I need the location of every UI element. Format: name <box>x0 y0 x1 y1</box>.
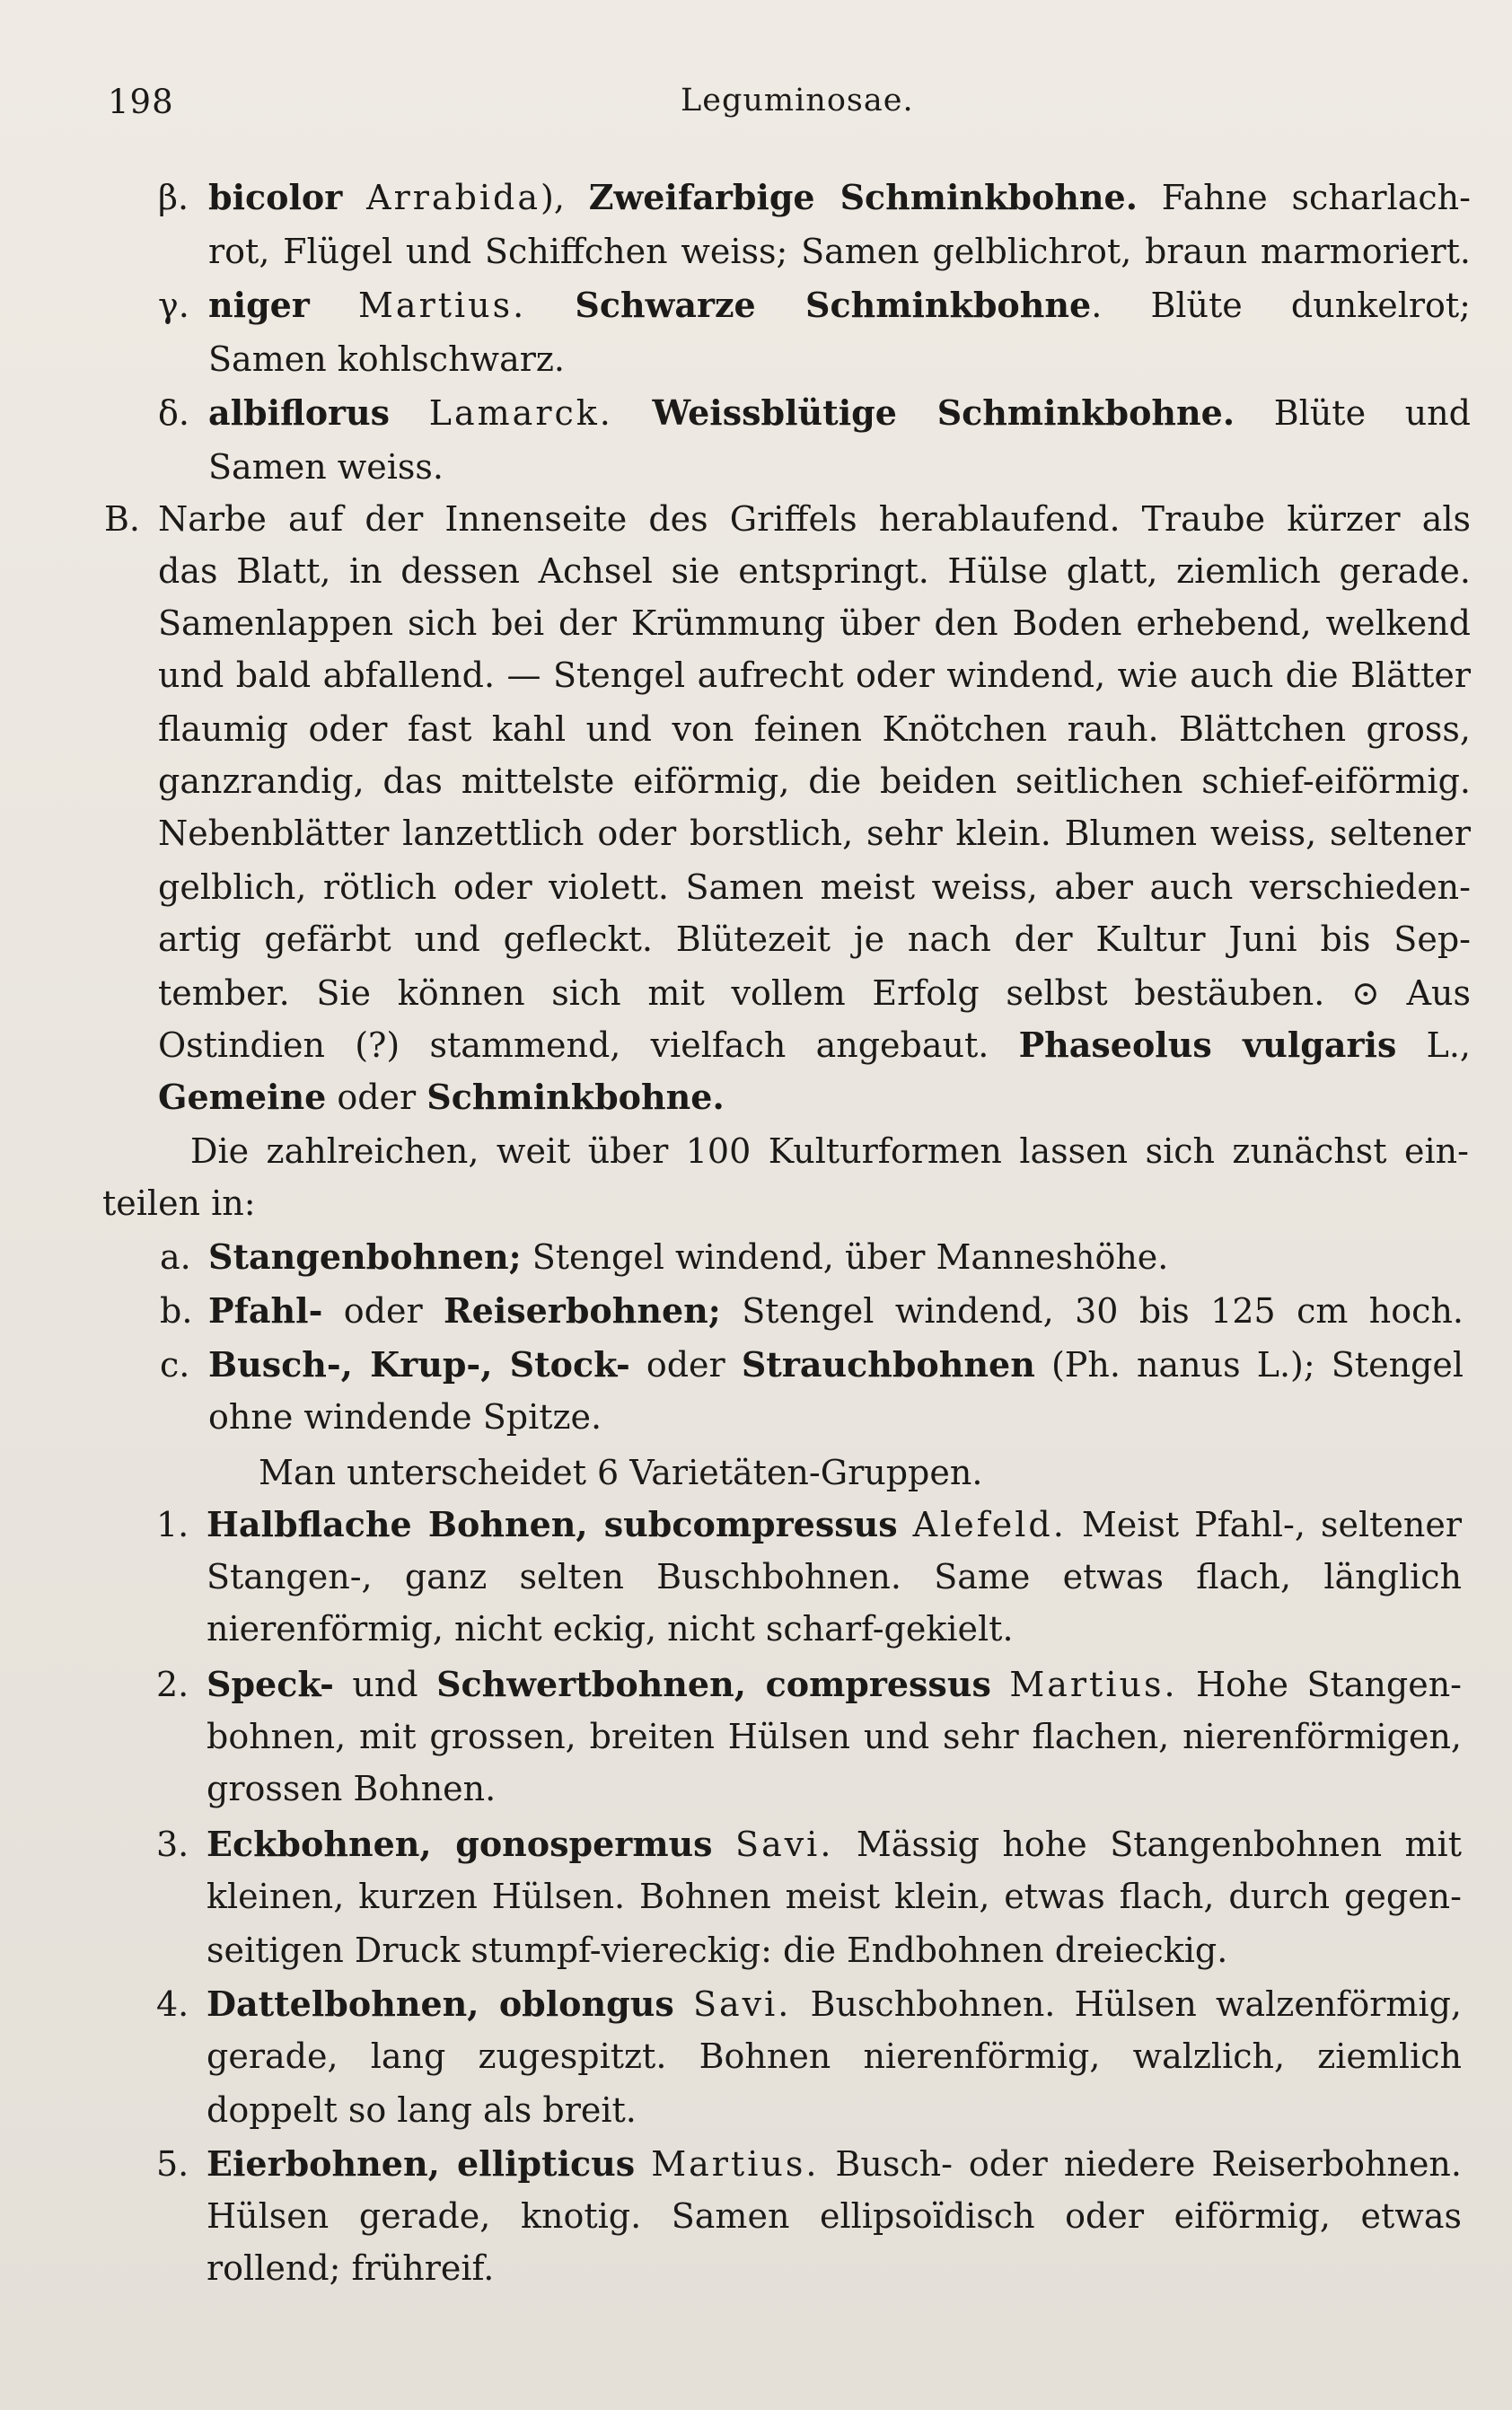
text-run: Phaseolus vulgaris <box>1018 1025 1397 1065</box>
text-run: und bald abfallend. — Stengel aufrecht oder windend, wie auch die Blätter <box>158 655 1471 695</box>
text-line <box>207 1769 496 1808</box>
variety-marker: δ. <box>158 393 189 433</box>
text-run: das Blatt, in dessen Achsel sie entspringt. Hülse glatt, ziemlich gerade. <box>158 551 1471 591</box>
text-line <box>158 499 1471 539</box>
text-line <box>207 1984 1462 2024</box>
text-line <box>208 1345 1464 1385</box>
text-line <box>207 2248 494 2288</box>
text-run: doppelt so lang als breit. <box>207 2090 637 2130</box>
class-marker: a. <box>160 1237 191 1277</box>
text-run: Arrabida <box>366 178 541 217</box>
text-run: Hülsen gerade, knotig. Samen ellipsoïdisch oder eiförmig, etwas <box>207 2196 1462 2236</box>
text-run: seitigen Druck stumpf-viereckig: die Endbohnen dreieckig. <box>207 1931 1228 1970</box>
text-run: oder <box>326 1077 427 1117</box>
text-line <box>158 919 1471 959</box>
text-run: Dattelbohnen, oblongus <box>207 1983 674 2024</box>
text-run: Schwertbohnen, compressus <box>436 1664 991 1704</box>
class-marker: b. <box>160 1291 193 1331</box>
text-line <box>207 2196 1462 2236</box>
text-run: Narbe auf der Innenseite des Griffels herablaufend. Traube kürzer als <box>158 499 1471 539</box>
text-run: Fahne scharlach- <box>1137 178 1471 217</box>
text-run: Schminkbohne. <box>426 1077 725 1117</box>
text-line <box>190 1131 1469 1171</box>
group-marker: 4. <box>156 1984 189 2024</box>
text-line <box>158 814 1471 853</box>
text-run <box>526 286 575 325</box>
group-marker: 1. <box>156 1505 189 1544</box>
text-run: bicolor <box>208 177 343 217</box>
text-line <box>207 2144 1462 2184</box>
text-line <box>158 709 1471 749</box>
text-run: niger <box>208 285 310 325</box>
text-run: Savi. <box>692 1984 792 2024</box>
text-run: Savi. <box>735 1825 834 1864</box>
text-run <box>390 393 429 433</box>
text-run: Stangen-, ganz selten Buschbohnen. Same etwas flach, länglich <box>207 1557 1462 1596</box>
text-run: oder <box>322 1291 444 1331</box>
text-run: gerade, lang zugespitzt. Bohnen nierenförmig, walzlich, ziemlich <box>207 2036 1462 2076</box>
text-line <box>208 232 1471 271</box>
text-run: Blüte und <box>1235 393 1471 433</box>
text-run: rot, Flügel und Schiffchen weiss; Samen gelblichrot, braun marmoriert. <box>208 232 1471 271</box>
text-line <box>208 286 1471 325</box>
text-run: oder <box>629 1345 742 1385</box>
text-run: Ostindien (?) stammend, vielfach angebaut. <box>158 1025 1019 1065</box>
text-run: albiflorus <box>208 392 391 433</box>
group-marker: 3. <box>156 1825 189 1864</box>
group-marker: 5. <box>156 2144 189 2184</box>
class-marker: c. <box>160 1345 190 1385</box>
variety-marker: β. <box>158 178 189 217</box>
text-run <box>898 1505 913 1544</box>
text-run <box>635 2144 651 2184</box>
text-run: Die zahlreichen, weit über 100 Kulturformen lassen sich zunächst ein- <box>190 1131 1469 1171</box>
text-run: Samen weiss. <box>208 447 444 487</box>
text-run: Alefeld. <box>912 1505 1067 1544</box>
text-run: . Blüte dunkelrot; <box>1091 286 1471 325</box>
text-line <box>208 1397 602 1437</box>
running-title: Leguminosae. <box>681 83 914 119</box>
text-run: tember. Sie können sich mit vollem Erfolg selbst bestäuben. ⊙ Aus <box>158 973 1471 1013</box>
text-line <box>207 1665 1462 1704</box>
text-run <box>991 1665 1009 1704</box>
text-line <box>158 761 1471 801</box>
text-line <box>207 1557 1462 1596</box>
text-line <box>208 447 444 487</box>
text-run <box>674 1984 693 2024</box>
text-run <box>310 286 358 325</box>
text-run: grossen Bohnen. <box>207 1769 497 1808</box>
text-run: Buschbohnen. Hülsen walzenförmig, <box>791 1984 1462 2024</box>
text-run: Martius. <box>1009 1665 1178 1704</box>
text-line <box>158 551 1471 591</box>
text-line <box>207 1877 1462 1916</box>
text-run: ohne windende Spitze. <box>208 1397 602 1437</box>
text-run: ganzrandig, das mittelste eiförmig, die beiden seitlichen schief-eiförmig. <box>158 761 1471 801</box>
text-run: Samen kohlschwarz. <box>208 339 565 379</box>
text-line <box>208 393 1471 433</box>
text-line <box>158 867 1471 907</box>
text-line <box>158 1077 725 1117</box>
text-line <box>158 973 1471 1013</box>
text-run: Stengel windend, über Manneshöhe. <box>521 1237 1169 1277</box>
text-run: artig gefärbt und gefleckt. Blütezeit je nach der Kultur Juni bis Sep- <box>158 919 1471 959</box>
variety-marker: γ. <box>158 286 189 325</box>
text-line <box>207 1609 1014 1649</box>
text-run: Schwarze Schminkbohne <box>575 285 1092 325</box>
text-run: Speck- <box>207 1664 334 1704</box>
text-run: Martius. <box>358 286 527 325</box>
text-line <box>208 1291 1464 1331</box>
text-run: Martius. <box>651 2144 820 2184</box>
text-run: Eierbohnen, ellipticus <box>207 2143 636 2184</box>
text-run: Strauchbohnen <box>741 1344 1035 1385</box>
text-line <box>158 655 1471 695</box>
text-line <box>158 603 1471 643</box>
text-run: Zweifarbige Schminkbohne. <box>588 177 1138 217</box>
text-run: Meist Pfahl-, seltener <box>1066 1505 1462 1544</box>
text-run: Busch-, Krup-, Stock- <box>208 1344 630 1385</box>
text-run: (Ph. nanus L.); Stengel <box>1034 1345 1464 1385</box>
text-line <box>207 1825 1462 1864</box>
text-run: L., <box>1396 1025 1471 1065</box>
text-line <box>208 178 1471 217</box>
text-run: bohnen, mit grossen, breiten Hülsen und sehr flachen, nierenförmigen, <box>207 1717 1462 1756</box>
group-marker: 2. <box>156 1665 189 1704</box>
text-run: kleinen, kurzen Hülsen. Bohnen meist klein, etwas flach, durch gegen- <box>207 1877 1462 1916</box>
text-run: Halbflache Bohnen, subcompressus <box>207 1504 898 1544</box>
text-run: Busch- oder niedere Reiserbohnen. <box>819 2144 1462 2184</box>
groups-intro: Man unterscheidet 6 Varietäten-Gruppen. <box>259 1453 983 1492</box>
text-run: ), <box>541 178 589 217</box>
page-number: 198 <box>108 83 174 121</box>
text-line <box>208 339 565 379</box>
text-run: Stengel windend, 30 bis 125 cm hoch. <box>720 1291 1464 1331</box>
text-run: Lamarck. <box>428 393 613 433</box>
text-run: teilen in: <box>102 1183 256 1223</box>
section-marker: B. <box>104 499 141 539</box>
text-run: nierenförmig, nicht eckig, nicht scharf-gekielt. <box>207 1609 1014 1649</box>
text-line <box>102 1183 256 1223</box>
text-run: Pfahl- <box>208 1290 323 1331</box>
text-run: Weissblütige Schminkbohne. <box>652 392 1235 433</box>
text-line <box>158 1025 1471 1065</box>
text-run: rollend; frühreif. <box>207 2248 495 2288</box>
text-line <box>208 1237 1168 1277</box>
text-line <box>207 2090 637 2130</box>
text-run: Gemeine <box>158 1077 327 1117</box>
text-line <box>207 2036 1462 2076</box>
text-run: Reiserbohnen; <box>444 1290 721 1331</box>
text-run <box>342 178 366 217</box>
text-run: Stangenbohnen; <box>208 1236 522 1277</box>
text-run: Mässig hohe Stangenbohnen mit <box>833 1825 1462 1864</box>
text-line <box>207 1717 1462 1756</box>
text-run: gelblich, rötlich oder violett. Samen meist weiss, aber auch verschieden- <box>158 867 1471 907</box>
text-line <box>207 1505 1462 1544</box>
text-run <box>613 393 653 433</box>
text-line <box>207 1931 1227 1970</box>
text-run: Eckbohnen, gonospermus <box>207 1824 713 1864</box>
text-run: Nebenblätter lanzettlich oder borstlich, sehr klein. Blumen weiss, seltener <box>158 814 1471 853</box>
text-run: Hohe Stangen- <box>1177 1665 1463 1704</box>
text-run <box>713 1825 735 1864</box>
text-run: Samenlappen sich bei der Krümmung über den Boden erhebend, welkend <box>158 603 1471 643</box>
text-run: und <box>333 1665 437 1704</box>
text-run: flaumig oder fast kahl und von feinen Knötchen rauh. Blättchen gross, <box>158 709 1471 749</box>
